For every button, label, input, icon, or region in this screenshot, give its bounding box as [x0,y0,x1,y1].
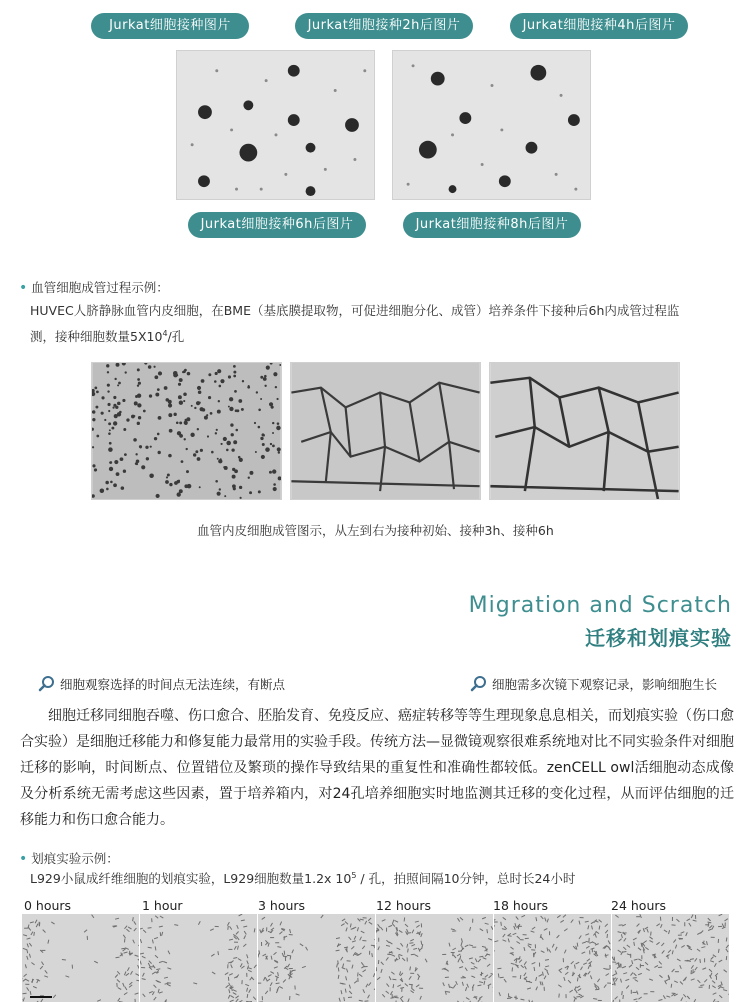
jurkat-label-4h: Jurkat细胞接种4h后图片 [510,13,688,39]
time-label-12: 12 hours [376,898,432,913]
bullet-dot-icon: • [19,280,28,296]
jurkat-image-8h [392,50,591,200]
time-label-24: 24 hours [611,898,667,913]
tube-description-line1: HUVEC人脐静脉血管内皮细胞，在BME（基底膜提取物，可促进细胞分化、成管）培养条件下接种后6h内成管过程监 [30,303,680,318]
scratch-image-12h [376,914,494,1002]
scratch-image-1h [140,914,258,1002]
tube-image-6h-graphic [490,363,679,499]
time-label-3: 3 hours [258,898,306,913]
jurkat-image-8h-graphic [393,51,590,199]
tube-heading-text: 血管细胞成管过程示例： [31,280,169,295]
scratch-image-18h [494,914,612,1002]
magnifier-icon [470,675,488,693]
note-left [38,675,285,693]
tube-caption: 血管内皮细胞成管图示，从左到右为接种初始、接种3h、接种6h [197,523,554,538]
scratch-image-24h [612,914,730,1002]
jurkat-image-6h-graphic [177,51,374,199]
migration-title-cn: 迁移和划痕实验 [585,626,732,650]
tube-image-initial [91,362,282,500]
time-label-0: 0 hours [24,898,72,913]
time-label-18: 18 hours [493,898,549,913]
scratch-texture-graphic [140,914,257,1002]
note-right-text: 细胞需多次镜下观察记录，影响细胞生长 [492,677,718,692]
scratch-texture-graphic [612,914,729,1002]
scratch-texture-graphic [258,914,375,1002]
tube-image-3h [290,362,481,500]
jurkat-image-6h [176,50,375,200]
jurkat-label-6h: Jurkat细胞接种6h后图片 [188,212,366,238]
jurkat-label-2h: Jurkat细胞接种2h后图片 [295,13,473,39]
jurkat-label-0h: Jurkat细胞接种图片 [91,13,249,39]
migration-body: 细胞迁移同细胞吞噬、伤口愈合、胚胎发育、免疫反应、癌症转移等等生理现象息息相关，而划痕实验（伤口愈合实验）是细胞迁移能力和修复能力最常用的实验手段。传统方法—显微镜观察很难系统地对比不同实验条件对细胞迁移的影响，时间断点、位置错位及繁琐的操作导致结果的重复性和准确性都较低。zenCELL owl活细胞动态成像及分析系统无需考虑这些因素，置于培养箱内，对24孔培养细胞实时地监测其迁移的变化过程，从而评估细胞的迁移能力和伤口愈合能力。 [20,708,734,828]
scratch-image-3h [258,914,376,1002]
scratch-texture-graphic [494,914,611,1002]
tube-description-line2: 测，接种细胞数量$5X10^4/$孔 [30,329,185,345]
scratch-heading-text: 划痕实验示例： [31,851,119,866]
tube-image-initial-graphic [92,363,281,499]
migration-title-en: Migration and Scratch [468,593,732,618]
magnifier-icon [38,675,56,693]
scratch-texture-graphic [22,914,139,1002]
note-left-text: 细胞观察选择的时间点无法连续，有断点 [60,677,286,692]
scratch-texture-graphic [376,914,493,1002]
tube-description [30,299,740,348]
tube-image-6h [489,362,680,500]
note-right [470,675,717,693]
time-label-1: 1 hour [142,898,183,913]
scale-bar [30,996,52,998]
scratch-image-0h [22,914,140,1002]
tube-image-3h-graphic [291,363,480,499]
tube-heading [19,278,169,296]
bullet-dot-icon: • [19,851,28,867]
jurkat-label-8h: Jurkat细胞接种8h后图片 [403,212,581,238]
scratch-description: L929小鼠成纤维细胞的划痕实验，L929细胞数量1.2x $10^5$ / 孔，拍照间隔10分钟，总时长24小时 [30,871,576,887]
